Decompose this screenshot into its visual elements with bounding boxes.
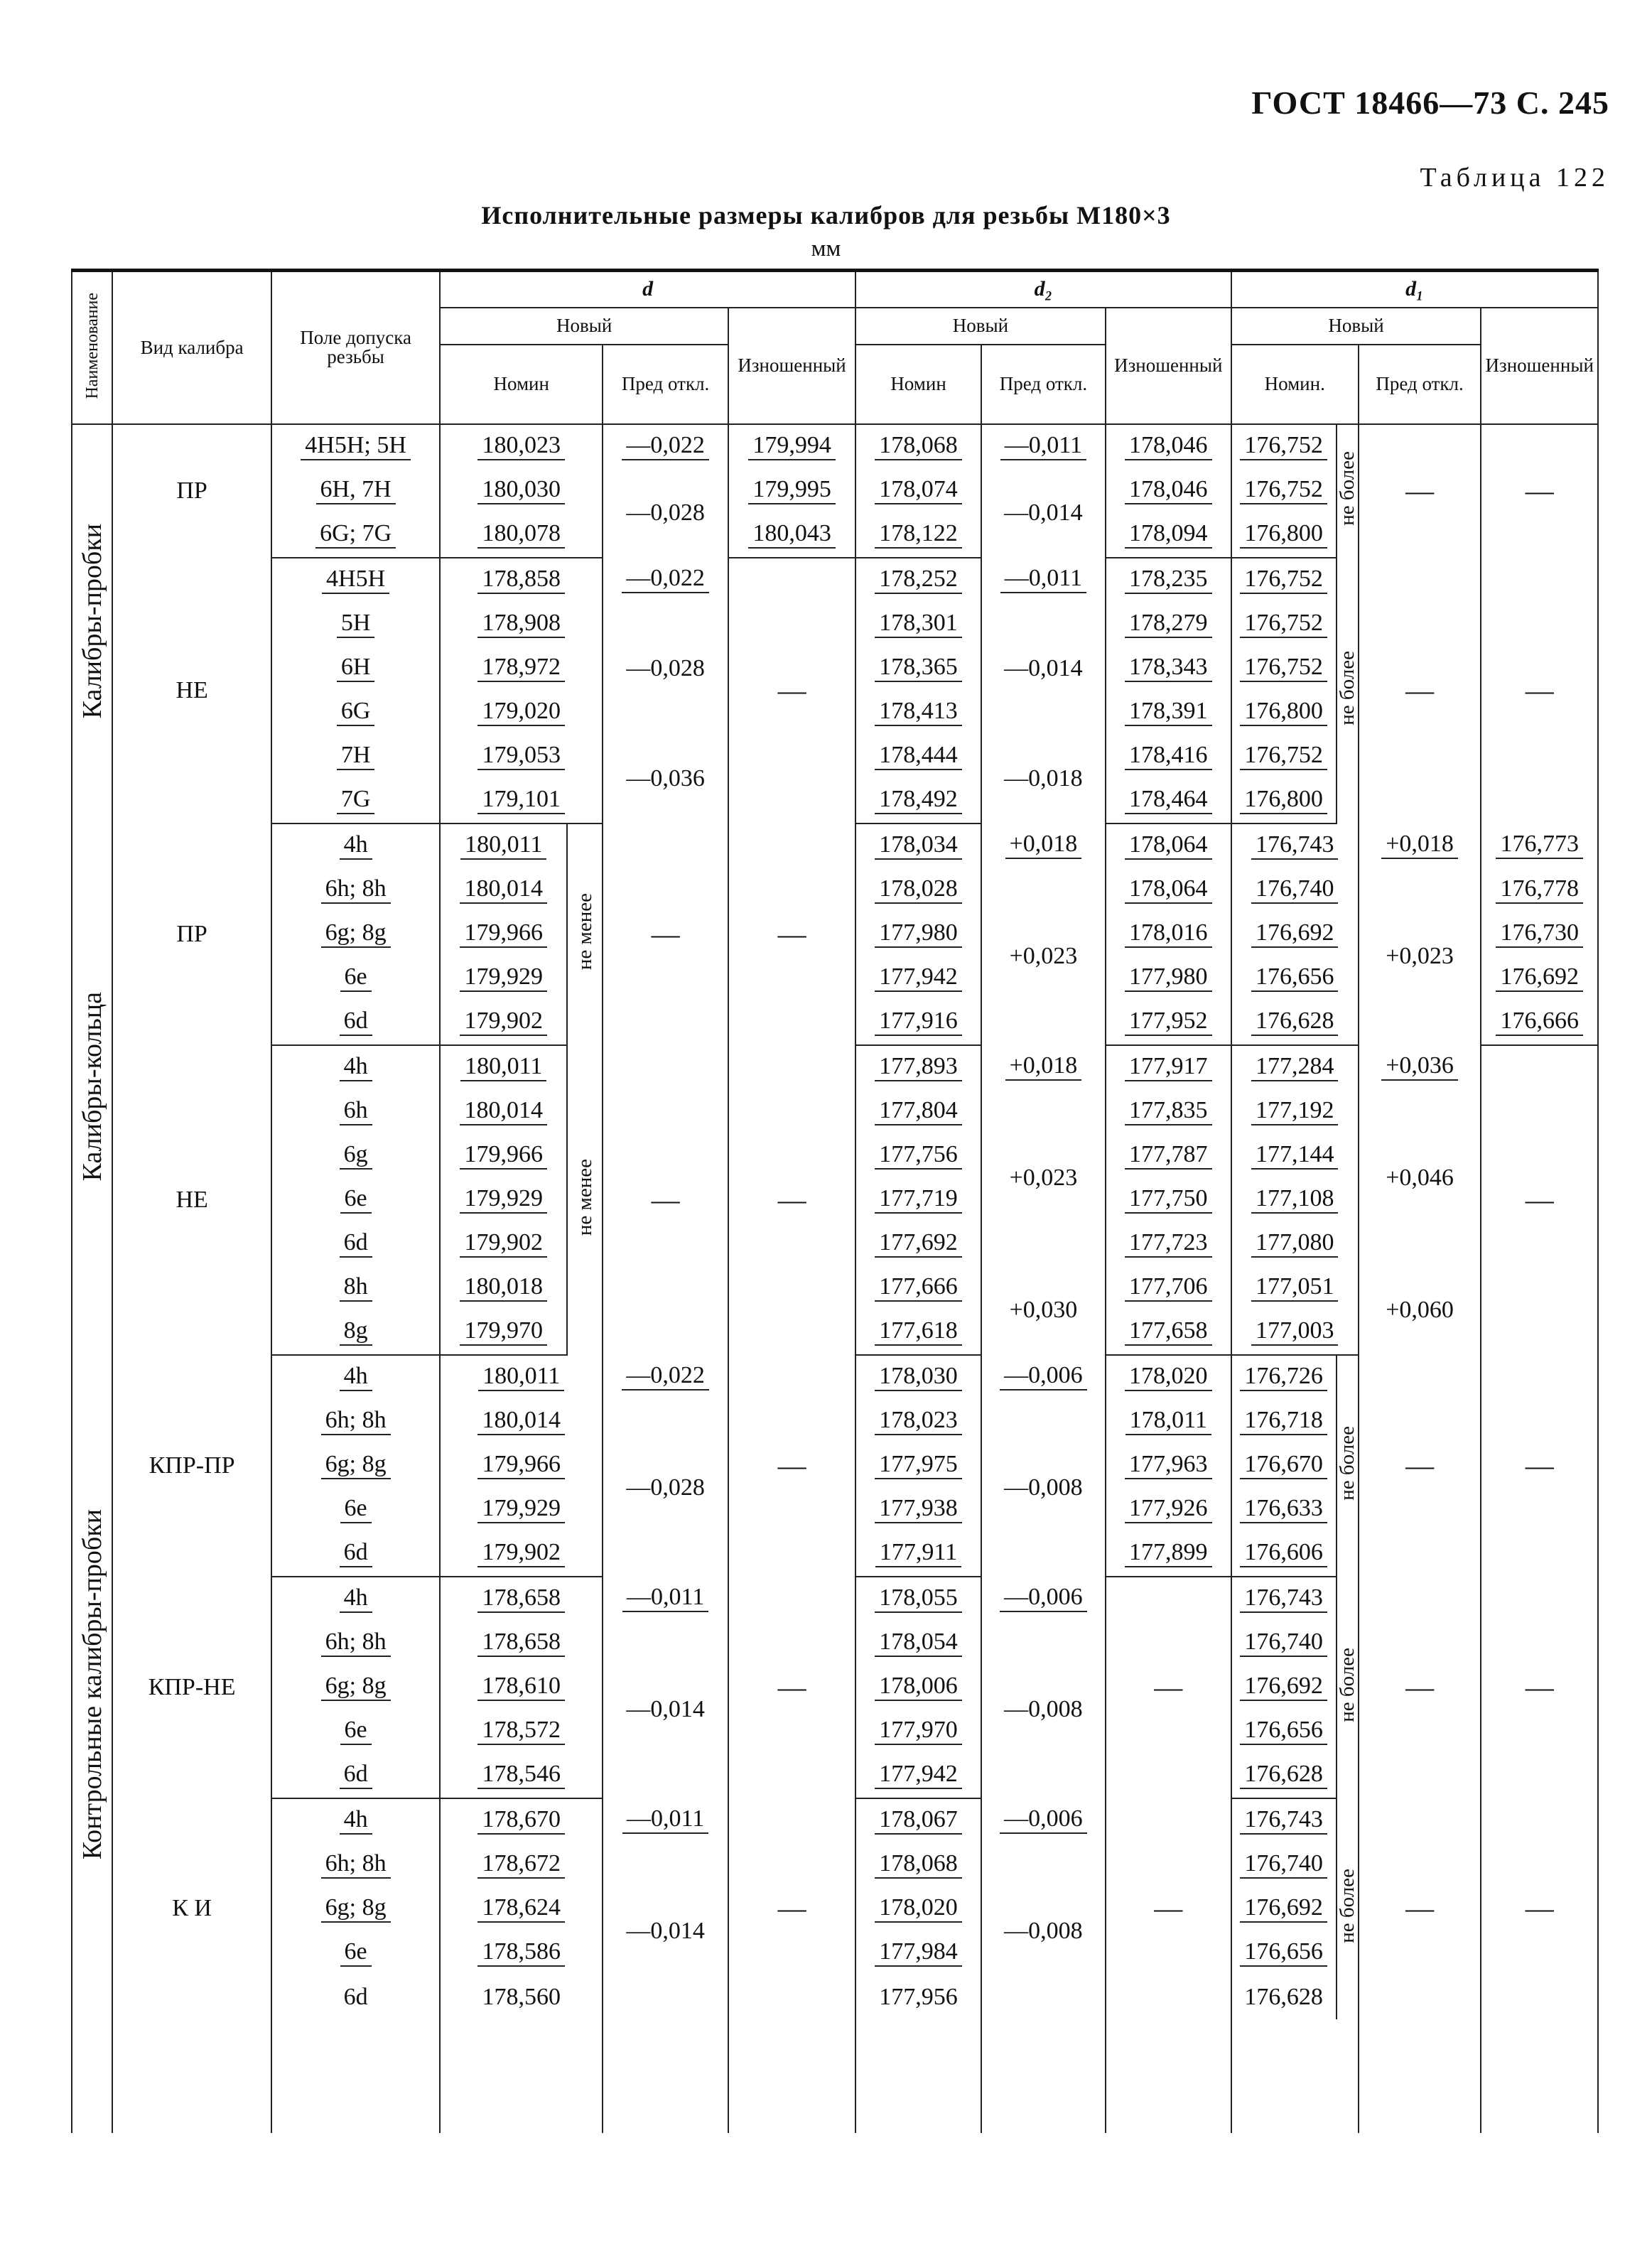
- table-row: Контрольные калибры-пробки КПР-ПР 4h 180,011 —0,022 — 178,030 —0,006 178,020 176,726 не более — —: [72, 1355, 1598, 1400]
- table-row: 6G; 7G 180,078 180,043 178,122 178,094 176,800: [72, 513, 1598, 558]
- table-row: 6d 178,546 177,942 176,628: [72, 1754, 1598, 1798]
- table-title: Исполнительные размеры калибров для резьбы M180×3: [481, 201, 1171, 230]
- table-row: 6g 179,966 177,756 177,787 177,144: [72, 1134, 1598, 1178]
- table-row: 6d 179,902 177,911 177,899 176,606: [72, 1532, 1598, 1577]
- group-name-control-plugs: Контрольные калибры-пробки: [72, 1355, 112, 2019]
- table-row: 6е 179,929 177,719 177,750 177,108: [72, 1178, 1598, 1222]
- table-number: Таблица 122: [1420, 163, 1609, 193]
- kind-label: КПР-НЕ: [112, 1577, 271, 1798]
- table-row: К И 4h 178,670 —0,011 — 178,067 —0,006 — 176,743 не более — —: [72, 1798, 1598, 1843]
- note-no-more: не более: [1337, 1355, 1359, 1577]
- table-row: 6G 179,020 178,413 178,391 176,800: [72, 691, 1598, 735]
- table-row: НЕ 4h 180,011 не менее — — 177,893 +0,018 177,917 177,284 +0,036 —: [72, 1045, 1598, 1090]
- table-row: 7G 179,101 178,492 178,464 176,800: [72, 779, 1598, 824]
- header-d2: d₂: [855, 271, 1231, 308]
- page-reference: ГОСТ 18466—73 С. 245: [1251, 85, 1609, 121]
- header-d-new: Новый: [440, 308, 728, 345]
- note-no-less: не менее: [567, 824, 603, 1045]
- group-name-plugs: Калибры-пробки: [72, 424, 112, 824]
- table-row: 6d 178,560 177,956 176,628: [72, 1975, 1598, 2019]
- calibre-dimensions-table: [71, 269, 1599, 2133]
- table-row: 6Н 178,972 178,365 178,343 176,752: [72, 647, 1598, 691]
- table-row: 6h; 8h 180,014 178,028 +0,023 178,064 176,740 +0,023 176,778: [72, 868, 1598, 912]
- kind-label: К И: [112, 1798, 271, 2019]
- table-row: КПР-НЕ 4h 178,658 —0,011 — 178,055 —0,006 — 176,743 не более — —: [72, 1577, 1598, 1621]
- header-d2-nom: Номин: [855, 345, 981, 424]
- table-row: 6d 179,902 177,692 177,723 177,080: [72, 1222, 1598, 1266]
- note-no-more: не более: [1337, 558, 1359, 824]
- header-kind: Вид калибра: [112, 271, 271, 424]
- table-row: 6е 178,586 177,984 176,656: [72, 1931, 1598, 1975]
- table-row: 7Н 179,053 —0,036 178,444 —0,018 178,416 176,752: [72, 735, 1598, 779]
- table-row: 6h; 8h 180,014 —0,028 178,023 —0,008 178,011 176,718: [72, 1400, 1598, 1444]
- note-no-more: не более: [1337, 1577, 1359, 1798]
- table-row: 6d 179,902 177,916 177,952 176,628 176,666: [72, 1000, 1598, 1045]
- table-row: 6g; 8g 179,966 177,975 177,963 176,670: [72, 1444, 1598, 1488]
- note-no-more: не более: [1337, 424, 1359, 558]
- header-name: Наименование: [72, 271, 112, 424]
- header-d1: d₁: [1231, 271, 1598, 308]
- table-row: 5Н 178,908 —0,028 178,301 —0,014 178,279 176,752: [72, 603, 1598, 647]
- table-row: 8h 180,018 177,666 +0,030 177,706 177,051 +0,060: [72, 1266, 1598, 1310]
- table-row: 6g; 8g 178,624 178,020 176,692: [72, 1887, 1598, 1931]
- table-row: 6g; 8g 179,966 177,980 178,016 176,692 176,730: [72, 912, 1598, 956]
- header-d1-worn: Изношенный: [1481, 308, 1598, 424]
- table-row: НЕ 4Н5Н 178,858 —0,022 — 178,252 —0,011 178,235 176,752 не более — —: [72, 558, 1598, 603]
- kind-label: ПР: [112, 424, 271, 558]
- header-d2-worn: Изношенный: [1106, 308, 1231, 424]
- kind-label: НЕ: [112, 1045, 271, 1355]
- kind-label: ПР: [112, 824, 271, 1045]
- unit-label: мм: [811, 236, 841, 261]
- header-d-dev: Пред откл.: [603, 345, 728, 424]
- table-row: Калибры-пробки ПР 4Н5Н; 5Н 180,023 —0,022 179,994 178,068 —0,011 178,046 176,752 не более — —: [72, 424, 1598, 469]
- table-row: 6h; 8h 178,672 —0,014 178,068 —0,008 176,740: [72, 1843, 1598, 1887]
- table-row: 6h 180,014 177,804 +0,023 177,835 177,192 +0,046: [72, 1090, 1598, 1134]
- table-row: 6g; 8g 178,610 178,006 176,692: [72, 1665, 1598, 1710]
- table-row: Калибры-кольца ПР 4h 180,011 не менее — — 178,034 +0,018 178,064 176,743 +0,018 176,773: [72, 824, 1598, 868]
- table-row: 6Н, 7Н 180,030 —0,028 179,995 178,074 —0,014 178,046 176,752: [72, 469, 1598, 513]
- header-tolerance: Поле допуска резьбы: [271, 271, 440, 424]
- kind-label: КПР-ПР: [112, 1355, 271, 1577]
- header-d-worn: Изношенный: [728, 308, 855, 424]
- table-bottom-space: [72, 2019, 1598, 2133]
- table-row: 6е 179,929 177,938 177,926 176,633: [72, 1488, 1598, 1532]
- header-d1-nom: Номин.: [1231, 345, 1359, 424]
- header-d2-dev: Пред откл.: [981, 345, 1106, 424]
- table-row: 6h; 8h 178,658 —0,014 178,054 —0,008 176,740: [72, 1621, 1598, 1665]
- note-no-more: не более: [1337, 1798, 1359, 2019]
- header-d: d: [440, 271, 855, 308]
- header-d1-dev: Пред откл.: [1359, 345, 1481, 424]
- table-row: 6е 178,572 177,970 176,656: [72, 1710, 1598, 1754]
- kind-label: НЕ: [112, 558, 271, 824]
- header-d2-new: Новый: [855, 308, 1106, 345]
- note-no-less: не менее: [567, 1045, 603, 1355]
- table-row: 6е 179,929 177,942 177,980 176,656 176,692: [72, 956, 1598, 1000]
- header-d-nom: Номин: [440, 345, 603, 424]
- header-d1-new: Новый: [1231, 308, 1481, 345]
- table-row: 8g 179,970 177,618 177,658 177,003: [72, 1310, 1598, 1355]
- group-name-rings: Калибры-кольца: [72, 824, 112, 1355]
